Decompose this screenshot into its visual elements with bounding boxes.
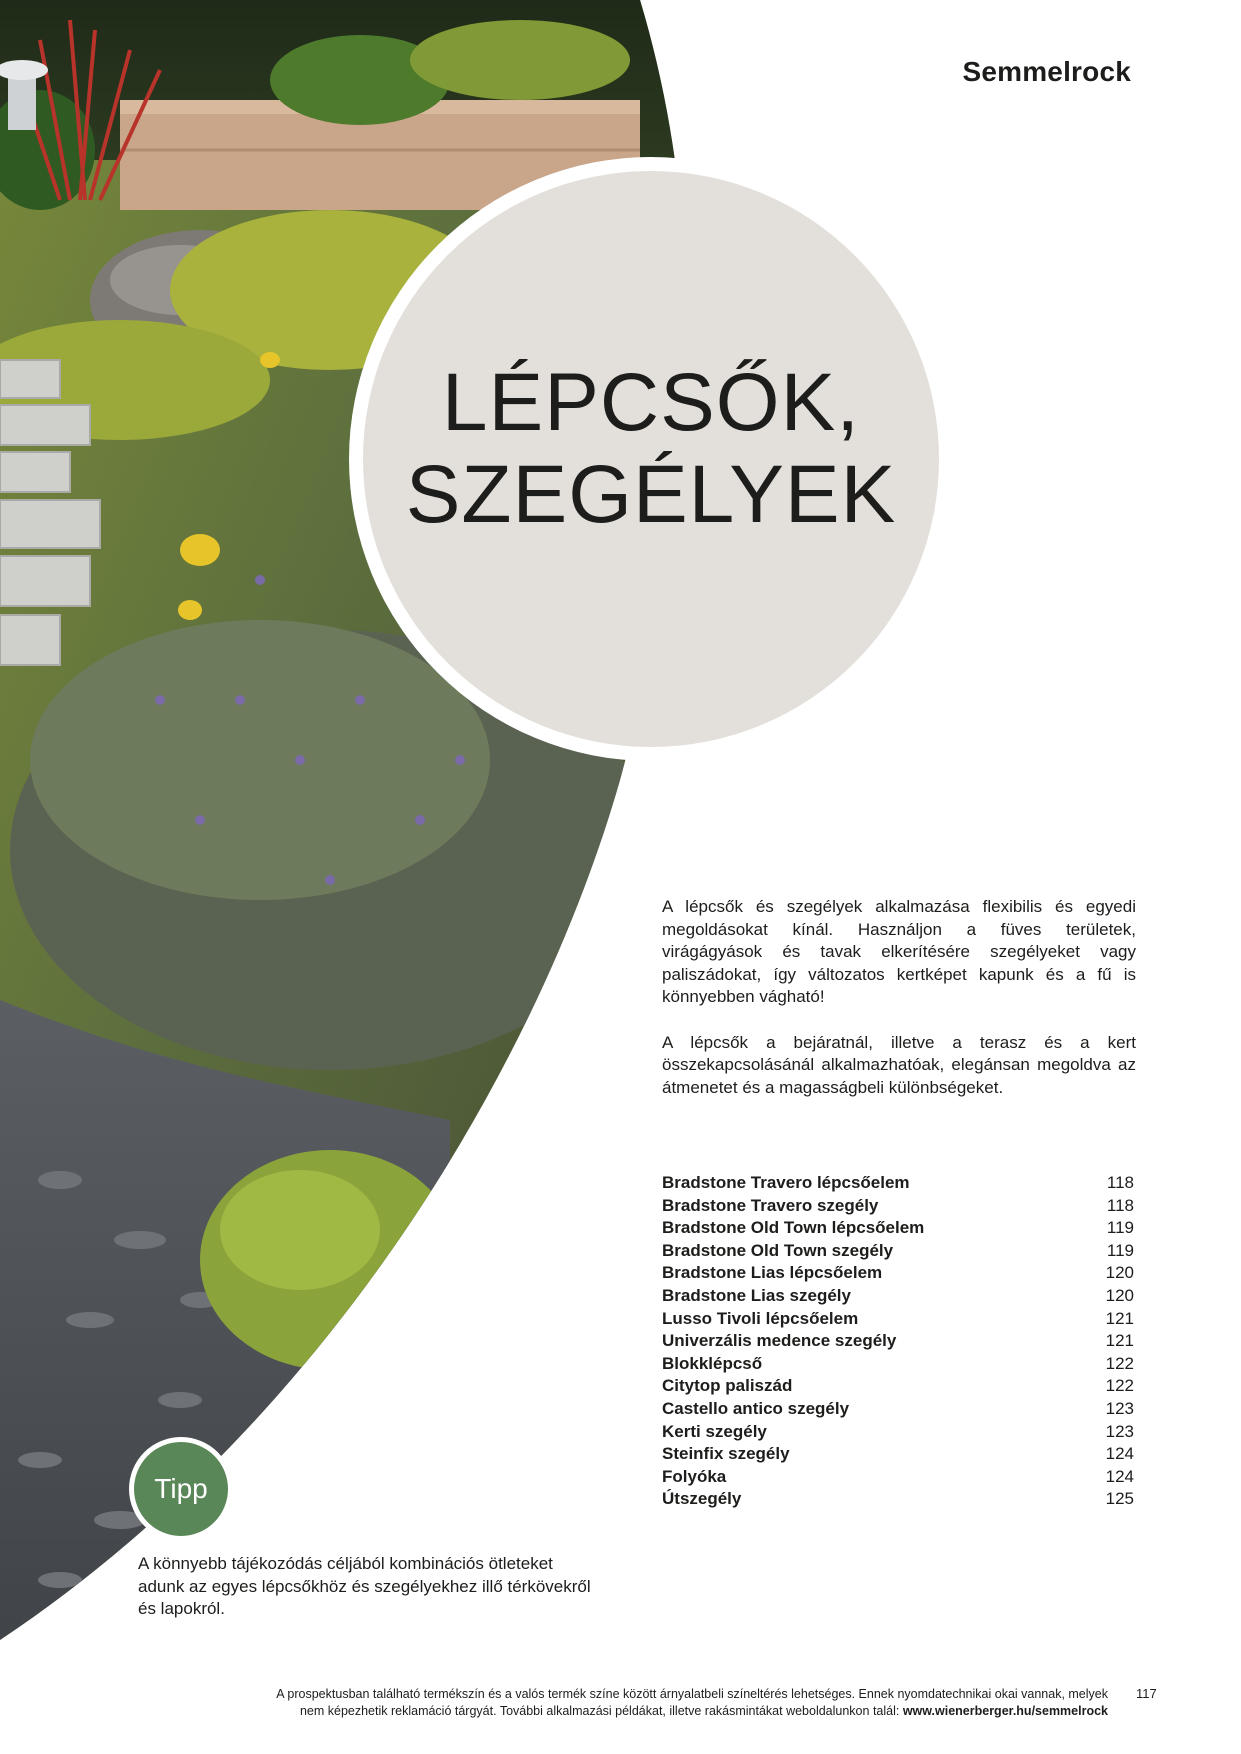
toc-page: 125 xyxy=(1105,1489,1134,1509)
toc-label: Bradstone Lias szegély xyxy=(662,1285,851,1305)
toc-item[interactable] xyxy=(662,1466,1134,1489)
toc-label: Bradstone Lias lépcsőelem xyxy=(662,1263,883,1283)
toc-label: Kerti szegély xyxy=(662,1421,767,1441)
toc-label: Bradstone Travero lépcsőelem xyxy=(662,1173,910,1192)
toc-label: Castello antico szegély xyxy=(662,1398,850,1418)
intro-text xyxy=(662,896,1136,1122)
tipp-label: Tipp xyxy=(134,1442,228,1536)
toc-label: Citytop paliszád xyxy=(662,1376,793,1396)
toc-label: Steinfix szegély xyxy=(662,1444,790,1464)
toc-label: Lusso Tivoli lépcsőelem xyxy=(662,1308,859,1328)
toc-item[interactable] xyxy=(662,1488,1134,1511)
page-title-line-2: SZEGÉLYEK xyxy=(405,449,897,540)
toc-item[interactable] xyxy=(662,1262,1134,1285)
toc-page: 119 xyxy=(1106,1240,1134,1260)
footer-line-2 xyxy=(200,1703,1108,1720)
title-circle xyxy=(349,157,953,761)
toc-page: 124 xyxy=(1105,1466,1134,1486)
toc-label: Folyóka xyxy=(662,1466,727,1486)
toc-item[interactable] xyxy=(662,1172,1134,1195)
toc-label: Univerzális medence szegély xyxy=(662,1331,897,1351)
brand-logo: Semmelrock xyxy=(962,56,1131,87)
tipp-text: A könnyebb tájékozódás céljából kombinációs ötleteket adunk az egyes lépcsőkhöz és szegélyekhez illő térkövekről és lapokról. xyxy=(138,1554,591,1618)
footer-line-2-text: nem képezhetik reklamáció tárgyát. További alkalmazási példákat, illetve rakásmintákat weboldalunkon talál: xyxy=(299,1704,900,1718)
toc-item[interactable] xyxy=(662,1195,1134,1218)
footer-disclaimer xyxy=(200,1686,1108,1720)
toc-item[interactable] xyxy=(662,1443,1134,1466)
toc-page: 122 xyxy=(1105,1353,1134,1373)
toc-page: 121 xyxy=(1105,1308,1134,1328)
toc-label: Útszegély xyxy=(662,1489,742,1509)
toc-page: 123 xyxy=(1105,1398,1134,1418)
toc-label: Blokklépcső xyxy=(662,1353,763,1373)
toc-item[interactable] xyxy=(662,1308,1134,1331)
footer-line-1: A prospektusban található termékszín és a valós termék színe között árnyalatbeli színeltérés lehetséges. Ennek nyomdatechnikai okai vannak, melyek xyxy=(276,1687,1108,1701)
toc-label: Bradstone Old Town szegély xyxy=(662,1240,894,1260)
toc-label: Bradstone Travero szegély xyxy=(662,1195,879,1215)
toc-item[interactable] xyxy=(662,1217,1134,1240)
footer-website-link[interactable]: www.wienerberger.hu/semmelrock xyxy=(902,1704,1108,1718)
toc-page: 118 xyxy=(1106,1173,1134,1192)
toc-item[interactable] xyxy=(662,1421,1134,1444)
toc-item[interactable] xyxy=(662,1375,1134,1398)
toc-page: 120 xyxy=(1105,1263,1134,1283)
toc-item[interactable] xyxy=(662,1353,1134,1376)
page-number: 117 xyxy=(1136,1686,1157,1701)
toc-item[interactable] xyxy=(662,1398,1134,1421)
toc-page: 120 xyxy=(1105,1285,1134,1305)
toc-item[interactable] xyxy=(662,1285,1134,1308)
tipp-badge xyxy=(129,1437,233,1541)
toc-label: Bradstone Old Town lépcsőelem xyxy=(662,1218,925,1238)
page-title-line-1: LÉPCSŐK, xyxy=(441,357,861,448)
toc-page: 124 xyxy=(1105,1444,1134,1464)
toc-page: 122 xyxy=(1105,1376,1134,1396)
toc-page: 119 xyxy=(1106,1218,1134,1238)
toc-item[interactable] xyxy=(662,1240,1134,1263)
intro-paragraph: A lépcsők a bejáratnál, illetve a terasz és a kert összekapcsolásánál alkalmazhatóak, elegánsan megoldva az átmenetet és a magasságbeli különbségeket. xyxy=(662,1032,1136,1097)
table-of-contents xyxy=(662,1172,1134,1511)
toc-item[interactable] xyxy=(662,1330,1134,1353)
toc-page: 123 xyxy=(1105,1421,1134,1441)
toc-page: 121 xyxy=(1105,1331,1134,1351)
toc-page: 118 xyxy=(1106,1195,1134,1215)
intro-paragraph: A lépcsők és szegélyek alkalmazása flexibilis és egyedi megoldásokat kínál. Használjon a füves területek, virágágyások és tavak elkerítésére szegélyeket vagy paliszádokat, így változatos kertképet kapunk és a fű is könnyebben vágható! xyxy=(662,897,1136,1006)
